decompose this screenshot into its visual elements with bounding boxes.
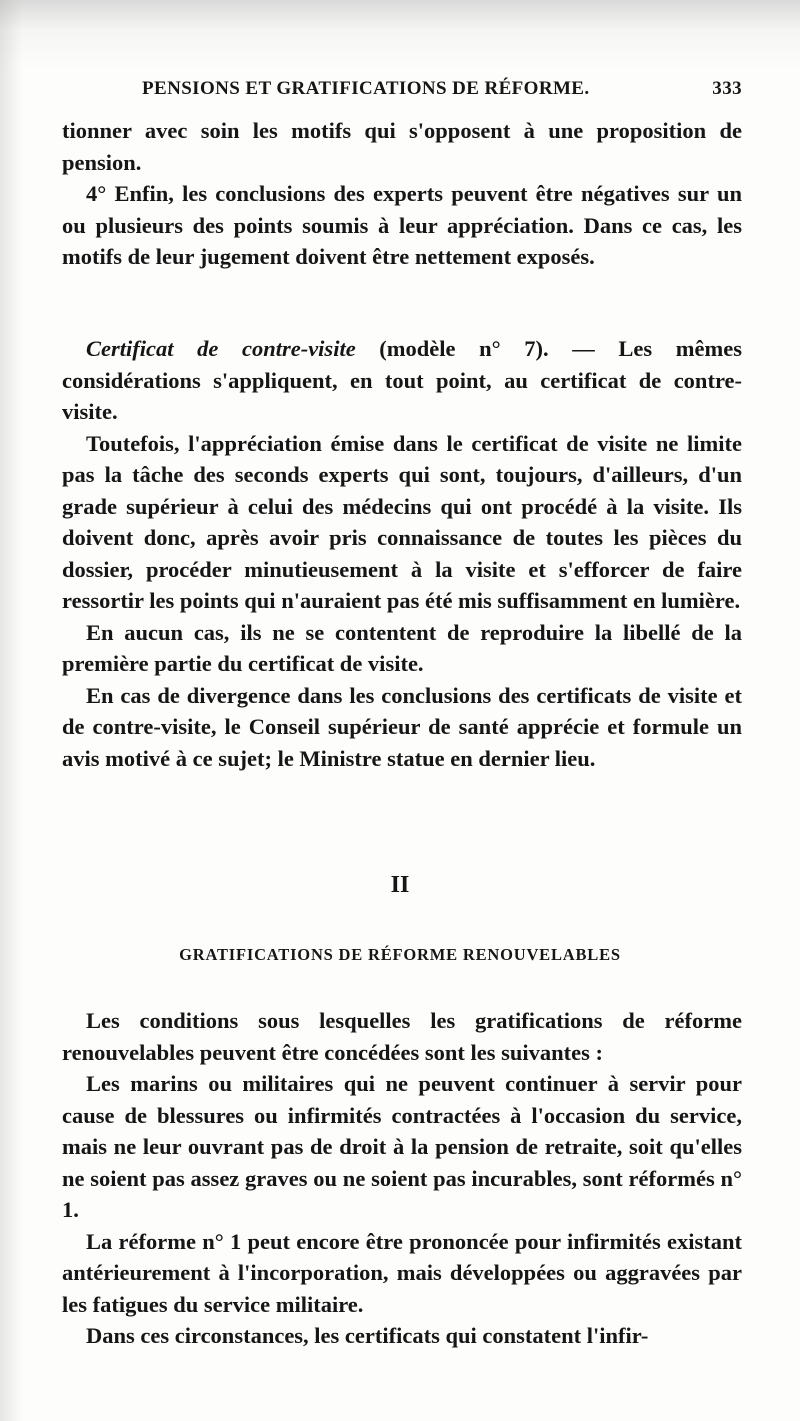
- paragraph: La réforme n° 1 peut encore être prononcée pour infirmités existant antérieurement à l'incorporation, mais développées ou aggravées par les fatigues du service militaire.: [62, 1228, 742, 1317]
- text-block-contre-visite: [62, 333, 742, 774]
- paragraph-text: (modèle n° 7). — Les mêmes considérations s'appliquent, en tout point, au certificat de contre-visite.: [62, 336, 742, 424]
- section-number: II: [390, 872, 410, 898]
- paragraph: En cas de divergence dans les conclusions des certificats de visite et de contre-visite, le Conseil supérieur de santé apprécie et formule un avis motivé à ce sujet; le Ministre statue en dernier lieu.: [62, 682, 742, 771]
- paragraph-heading-italic: Certificat de contre-visite: [86, 336, 356, 361]
- paragraph: tionner avec soin les motifs qui s'opposent à une proposition de pension.: [62, 118, 742, 175]
- paragraph: Les marins ou militaires qui ne peuvent continuer à servir pour cause de blessures ou infirmités contractées à l'occasion du service, mais ne leur ouvrant pas de droit à la pension de retraite, soit qu'elles ne soient pas assez graves ou ne soient pas incurables, sont réformés n° 1.: [62, 1071, 742, 1222]
- paragraph: Toutefois, l'appréciation émise dans le certificat de visite ne limite pas la tâche des seconds experts qui sont, toujours, d'ailleurs, d'un grade supérieur à celui des médecins qui ont procédé à la visite. Ils doivent donc, après avoir pris connaissance de toutes les pièces du dossier, procéder minutieusement à la visite et s'efforcer de faire ressortir les points qui n'auraient pas été mis suffisamment en lumière.: [62, 430, 742, 613]
- text-block-gratifications: [62, 1005, 742, 1352]
- page-number: 333: [712, 78, 742, 99]
- section-title: GRATIFICATIONS DE RÉFORME RENOUVELABLES: [179, 945, 621, 964]
- paragraph: En aucun cas, ils ne se contentent de reproduire la libellé de la première partie du certificat de visite.: [62, 619, 742, 676]
- paragraph: 4° Enfin, les conclusions des experts peuvent être négatives sur un ou plusieurs des points soumis à leur appréciation. Dans ce cas, les motifs de leur jugement doivent être nettement exposés.: [62, 181, 742, 269]
- scan-shadow-top: [0, 0, 800, 70]
- running-header: [62, 78, 742, 108]
- text-block-continuation: [62, 115, 742, 273]
- scan-shadow-left: [0, 0, 22, 1421]
- paragraph: Dans ces circonstances, les certificats qui constatent l'infir-: [86, 1323, 649, 1348]
- paragraph: [62, 333, 742, 428]
- running-header-title: PENSIONS ET GRATIFICATIONS DE RÉFORME.: [142, 78, 590, 99]
- paragraph: Les conditions sous lesquelles les gratifications de réforme renouvelables peuvent être concédées sont les suivantes :: [62, 1008, 742, 1065]
